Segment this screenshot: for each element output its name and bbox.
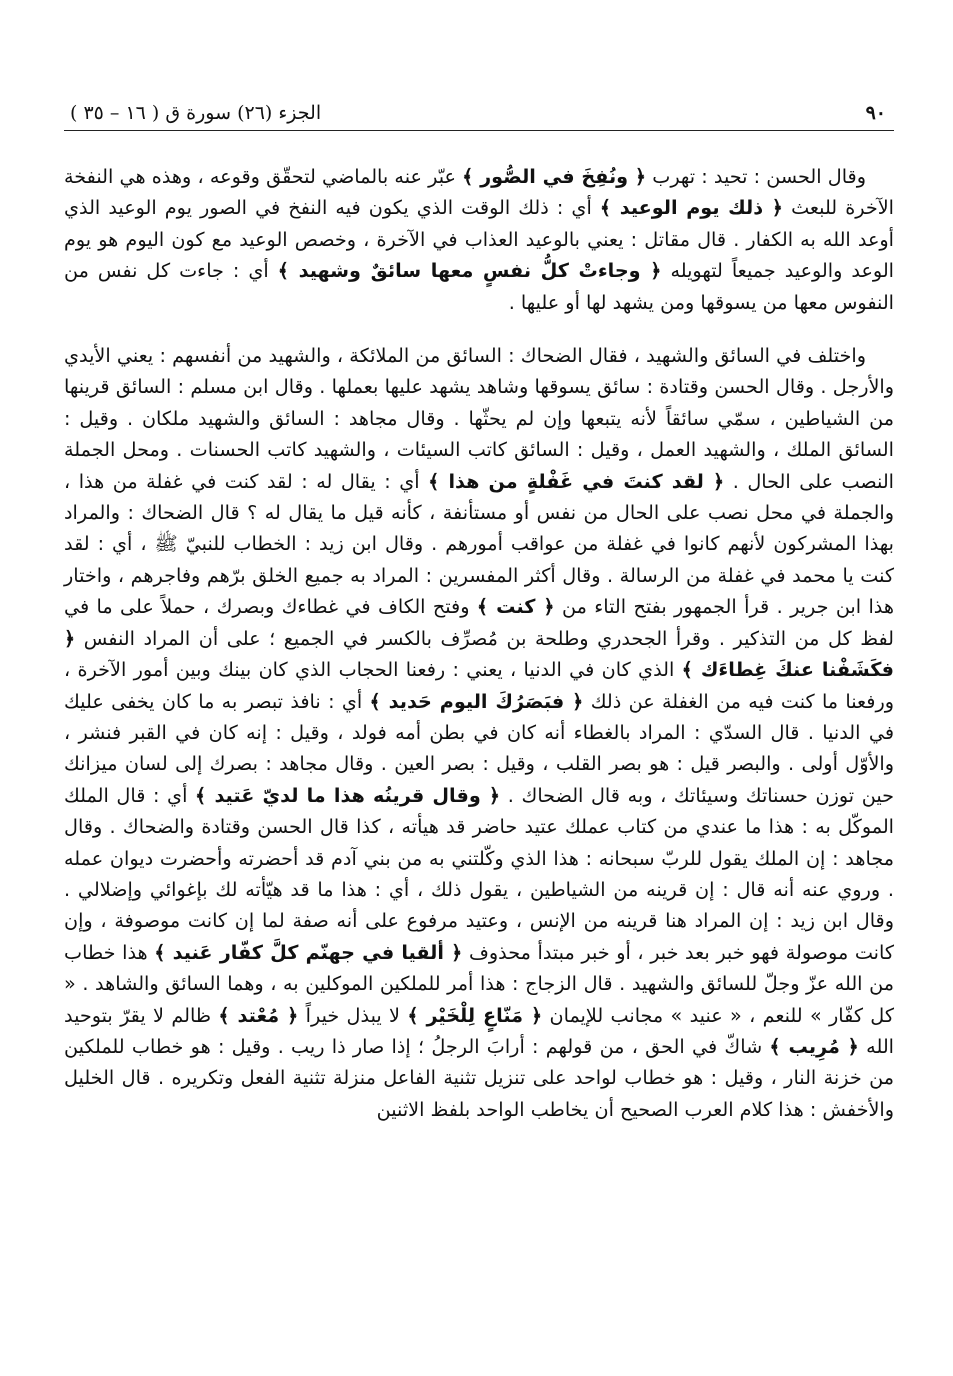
text-segment: هذا خطاب من الله عزّ وجلّ للسائق والشهيد . قال الزجاج : هذا أمر للملكين الموكلين به ، وهما السائق والشاهد . « كل كفّار » للنعم ، « عنيد » مجانب للإيمان	[64, 940, 894, 1027]
quran-verse: ﴿ ونُفِخَ في الصُّور ﴾	[462, 165, 647, 188]
running-title: الجزء (٢٦) سورة ق ( ١٦ – ٣٥ )	[70, 102, 322, 124]
text-segment: أي : جاءت كل نفس من النفوس معها من يسوقها ومن يشهد لها أو عليها .	[64, 259, 894, 314]
text-segment: أي : يقال له : لقد كنت في غفلة من هذا ، والجملة في محل نصب على الحال من نفس أو مستأنفة ، كأنه قيل ما يقال له ؟ قال الضحاك : والمراد بهذا المشركون لأنهم كانوا في غفلة من عواقب أمورهم . وقال ابن زيد : الخطاب للنبيّ ﷺ ، أي : لقد كنت يا محمد في غفلة من الرسالة . وقال أكثر المفسرين : المراد به جميع الخلق برّهم وفاجرهم ، واختار هذا ابن جرير . قرأ الجمهور بفتح التاء من	[64, 469, 894, 619]
paragraph-2	[64, 340, 894, 1125]
text-segment: ظالم لا يقرّ بتوحيد الله	[64, 1003, 894, 1058]
quran-verse: ﴿ وجاءتْ كلُّ نفسٍ معها سائقٌ وشهيد ﴾	[277, 259, 662, 283]
text-segment: واختلف في السائق والشهيد ، فقال الضحاك : السائق من الملائكة ، والشهيد من أنفسهم : يعني الأيدي والأرجل . وقال الحسن وقتادة : سائق يسوقها وشاهد يشهد عليها بعملها . وقال ابن مسلم : السائق قرينها من الشياطين ، سمّي سائقاً لأنه يتبعها وإن لم يحثّها . وقال مجاهد : السائق والشهيد ملكان . وقيل : السائق الملك ، والشهيد العمل ، وقيل : السائق كاتب السيئات ، والشهيد كاتب الحسنات . ومحل الجملة النصب على الحال .	[64, 344, 894, 493]
text-segment: أي : ذلك الوقت الذي يكون فيه النفخ في الصور يوم الوعيد الذي أوعد الله به الكفار . قال مقاتل : يعني بالوعيد العذاب في الآخرة ، وخصص الوعيد مع كون اليوم هو يوم الوعد والوعيد جميعاً لتهويله	[64, 196, 894, 283]
page-number: ٩٠	[865, 102, 886, 124]
quran-verse: ﴿ ألقيا في جهنّم كلَّ كفّار عَنيد ﴾	[154, 940, 463, 964]
paragraph-1	[64, 161, 894, 318]
quran-verse: ﴿ مُرِيب ﴾	[769, 1034, 859, 1058]
text-segment: أي : قال الملك الموكّل به : هذا ما عندي من كتاب عملك عتيد حاضر قد هيأته ، كذا قال الحسن وقتادة والضحاك . وقال مجاهد : إن الملك يقول للربّ سبحانه : هذا الذي وكّلتني به من بني آدم قد أحضرته وأحضرت ديوان عمله . وروي عنه أنه قال : إن قرينه من الشياطين ، يقول ذلك ، أي : هذا ما قد هيّأته لك بإغوائي وإضلالي . وقال ابن زيد : إن المراد هنا قرينه من الإنس ، وعتيد مرفوع على أنه صفة لما إن كانت موصوفة ، وإن كانت موصولة فهو خبر بعد خبر ، أو خبر مبتدأ محذوف	[64, 783, 894, 964]
text-segment: أي : نافذ تبصر به ما كان يخفى عليك في الدنيا . قال السدّي : المراد بالغطاء أنه كان في بطن أمه فولد ، وقيل : إنه كان في القبر فنشر ، والأوّل أولى . والبصر قيل : هو بصر القلب ، وقيل : بصر العين . وقال مجاهد : بصرك إلى لسان ميزانك حين توزن حسناتك وسيئاتك ، وبه قال الضحاك .	[64, 689, 894, 807]
quran-verse: ﴿ لقد كنتَ في غَفْلةٍ من هذا ﴾	[428, 469, 725, 493]
text-segment: شاكّ في الحق ، من قولهم : أرابَ الرجلُ ؛ إذا صار ذا ريب . وقيل : هو خطاب للملكين من خزنة النار ، وقيل : هو خطاب لواحد على تنزيل تثنية الفاعل منزلة تثنية الفعل وتكريره . قال الخليل والأخفش : هذا كلام العرب الصحيح أن يخاطب الواحد بلفظ الاثنين	[64, 1034, 894, 1121]
quran-verse: ﴿ وقال قرينُه هذا ما لديّ عَتيد ﴾	[195, 783, 501, 807]
text-segment: الذي كان في الدنيا ، يعني : رفعنا الحجاب الذي كان بينك وبين أمور الآخرة ، ورفعنا ما كنت فيه من الغفلة عن ذلك	[64, 658, 894, 713]
quran-verse: ﴿ كنت ﴾	[476, 595, 555, 619]
text-segment: لا يبذل خيراً	[298, 1003, 408, 1027]
book-page	[64, 96, 894, 1336]
text-segment: وقال الحسن : تحيد : تهرب	[646, 165, 866, 188]
quran-verse: ﴿ مَنّاعٍ لِلْخَيْر ﴾	[407, 1003, 543, 1027]
quran-verse: ﴿ مُعْتد ﴾	[218, 1003, 299, 1027]
text-segment: عبّر عنه بالماضي لتحقّق وقوعه ، وهذه هي النفخة الآخرة للبعث	[64, 165, 894, 220]
quran-verse: ﴿ ذلك يوم الوعيد ﴾	[599, 196, 783, 220]
body-text	[64, 161, 894, 1125]
quran-verse: ﴿ فبَصَرُكَ اليوم حَديد ﴾	[369, 689, 584, 713]
text-segment: وفتح الكاف في غطاءك وبصرك ، حملاً على ما في لفظ كل من التذكير . وقرأ الجحدري وطلحة بن مُصرِّف بالكسر في الجميع ؛ على أن المراد النفس	[64, 595, 894, 650]
quran-verse: ﴿ فكَشَفْنا عنكَ غِطاءَك ﴾	[64, 626, 894, 682]
page-header	[64, 96, 894, 131]
